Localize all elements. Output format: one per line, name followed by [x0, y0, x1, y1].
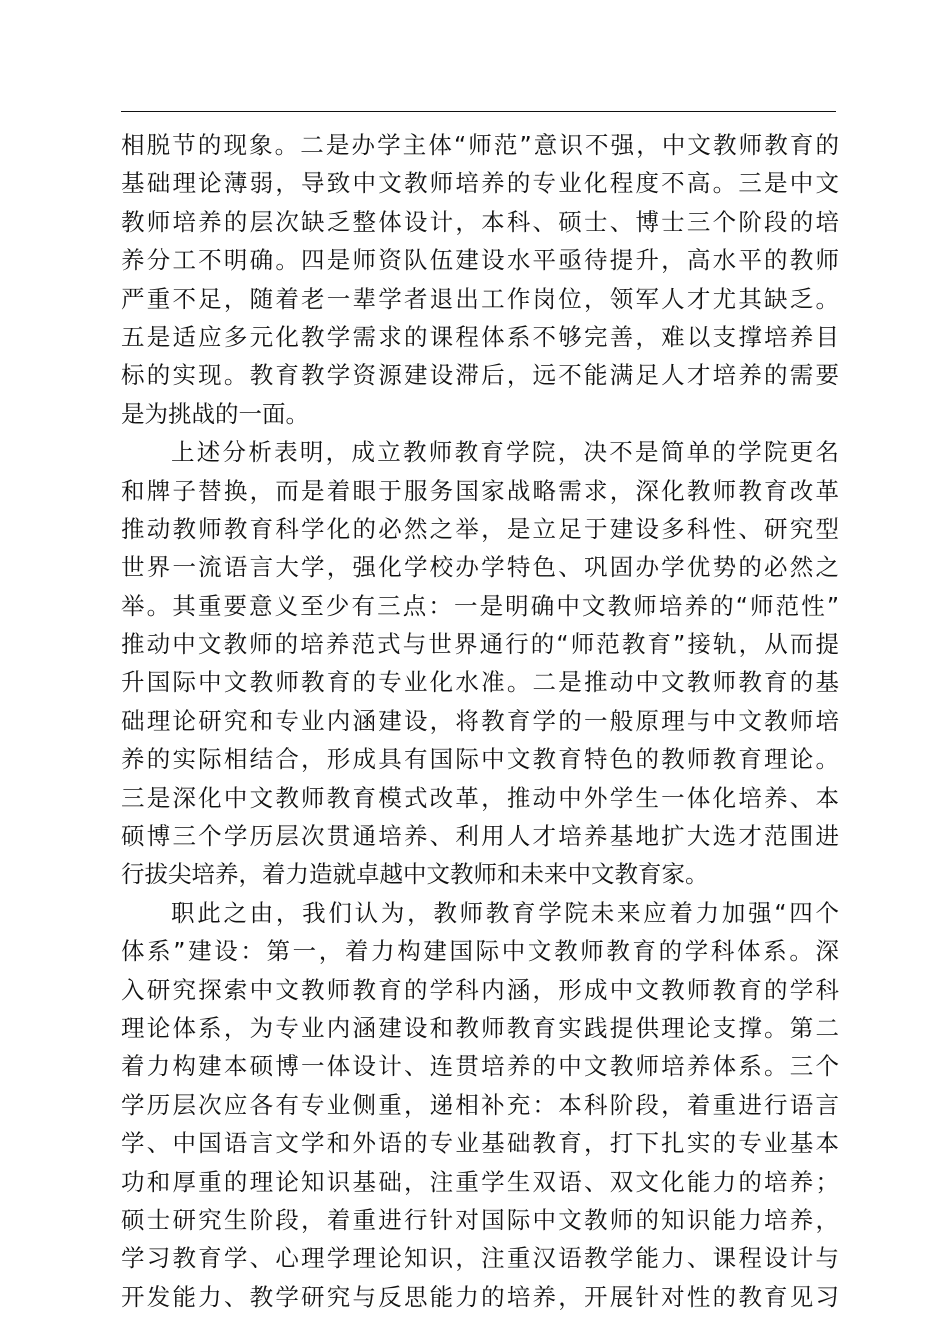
- text-line: 养分工不明确。四是师资队伍建设水平亟待提升，高水平的教师: [121, 246, 839, 275]
- text-line: 举。其重要意义至少有三点：一是明确中文教师培养的“师范性”: [121, 591, 839, 620]
- header-rule: [121, 111, 836, 112]
- paragraph: [121, 433, 839, 894]
- text-line: 养的实际相结合，形成具有国际中文教育特色的教师教育理论。: [121, 745, 839, 774]
- text-line: 功和厚重的理论知识基础，注重学生双语、双文化能力的培养；: [121, 1167, 839, 1196]
- text-line: 学习教育学、心理学理论知识，注重汉语教学能力、课程设计与: [121, 1244, 839, 1273]
- text-line: 升国际中文教师教育的专业化水准。二是推动中文教师教育的基: [121, 668, 839, 697]
- text-line: 和牌子替换，而是着眼于服务国家战略需求，深化教师教育改革: [121, 476, 839, 505]
- text-line: 严重不足，随着老一辈学者退出工作岗位，领军人才尤其缺乏。: [121, 284, 839, 313]
- text-line: 相脱节的现象。二是办学主体“师范”意识不强，中文教师教育的: [121, 131, 839, 159]
- paragraph: [121, 126, 839, 433]
- text-line: 推动中文教师的培养范式与世界通行的“师范教育”接轨，从而提: [121, 630, 839, 659]
- text-line: 行拔尖培养，着力造就卓越中文教师和未来中文教育家。: [121, 860, 709, 889]
- text-line: 世界一流语言大学，强化学校办学特色、巩固办学优势的必然之: [121, 553, 839, 582]
- text-line: 体系”建设：第一，着力构建国际中文教师教育的学科体系。深: [121, 937, 839, 966]
- text-line: 硕博三个学历层次贯通培养、利用人才培养基地扩大选才范围进: [121, 822, 839, 851]
- text-line: 推动教师教育科学化的必然之举，是立足于建设多科性、研究型: [121, 514, 839, 543]
- text-line: 理论体系，为专业内涵建设和教师教育实践提供理论支撑。第二: [121, 1013, 839, 1042]
- text-line: 标的实现。教育教学资源建设滞后，远不能满足人才培养的需要: [121, 361, 839, 390]
- text-line: 基础理论薄弱，导致中文教师培养的专业化程度不高。三是中文: [121, 169, 839, 198]
- text-line: 职此之由，我们认为，教师教育学院未来应着力加强“四个: [171, 898, 839, 927]
- text-line: 五是适应多元化教学需求的课程体系不够完善，难以支撑培养目: [121, 322, 839, 351]
- text-line: 是为挑战的一面。: [121, 399, 309, 428]
- text-line: 学、中国语言文学和外语的专业基础教育，打下扎实的专业基本: [121, 1129, 839, 1158]
- text-line: 上述分析表明，成立教师教育学院，决不是简单的学院更名: [171, 438, 839, 467]
- text-line: 础理论研究和专业内涵建设，将教育学的一般原理与中文教师培: [121, 706, 839, 735]
- text-line: 教师培养的层次缺乏整体设计，本科、硕士、博士三个阶段的培: [121, 207, 839, 236]
- text-line: 开发能力、教学研究与反思能力的培养，开展针对性的教育见习: [121, 1282, 839, 1311]
- text-line: 三是深化中文教师教育模式改革，推动中外学生一体化培养、本: [121, 783, 839, 812]
- paragraph: [121, 894, 839, 1316]
- text-line: 硕士研究生阶段，着重进行针对国际中文教师的知识能力培养，: [121, 1205, 839, 1234]
- text-line: 入研究探索中文教师教育的学科内涵，形成中文教师教育的学科: [121, 975, 839, 1004]
- document-body: [121, 126, 839, 1316]
- text-line: 学历层次应各有专业侧重，递相补充：本科阶段，着重进行语言: [121, 1090, 839, 1119]
- text-line: 着力构建本硕博一体设计、连贯培养的中文教师培养体系。三个: [121, 1052, 839, 1081]
